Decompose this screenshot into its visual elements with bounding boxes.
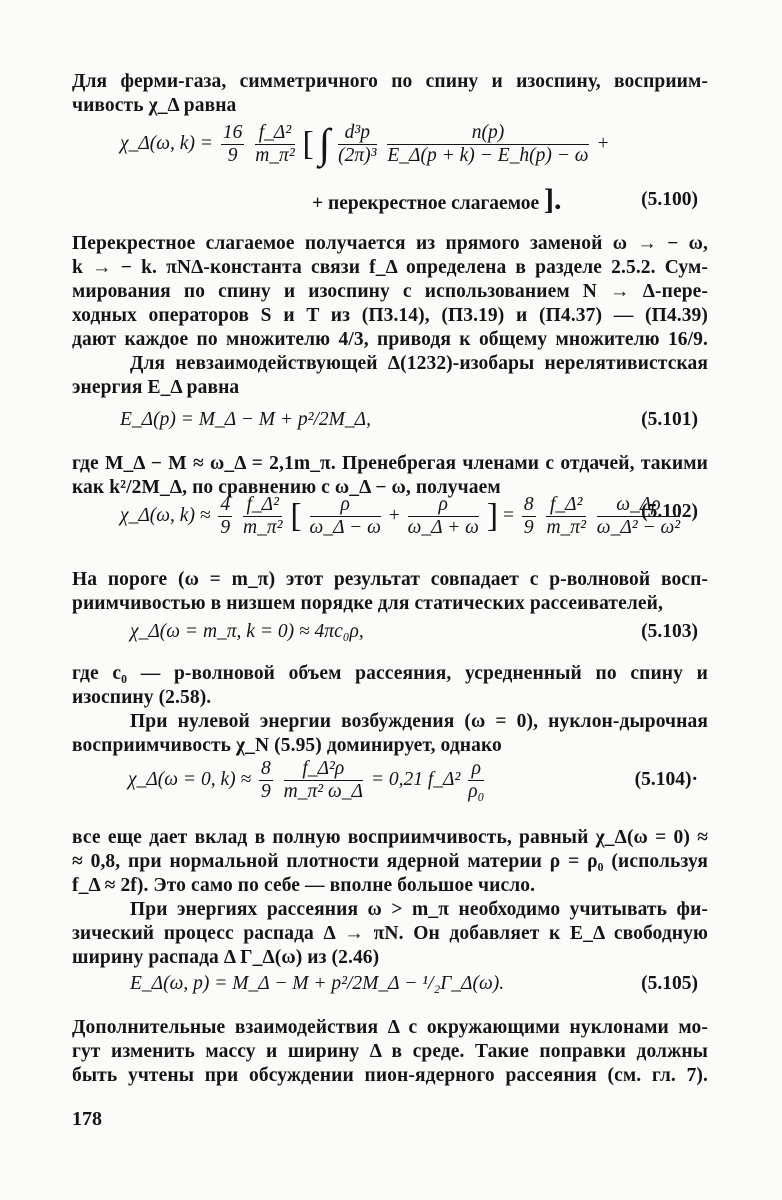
equation-number: (5.103) [641,621,698,642]
bracket-close: ]. [544,183,562,216]
text-line: мирования по спину и изоспину с использованием N → Δ-пере- [72,281,708,302]
equation-number: (5.102) [641,501,698,522]
fraction: $\frac{\text{f\_Δ²}}{\text{m\_π²}}$ [546,494,586,538]
text-line: гут изменить массу и ширину Δ в среде. Такие поправки должны [72,1041,708,1062]
text-line: риимчивостью в низшем порядке для статических рассеивателей, [72,593,663,614]
equation-5-100-cont [312,183,562,216]
text-line: Дополнительные взаимодействия Δ с окружающими нуклонами мо- [72,1017,708,1038]
fraction: $\frac{8}{9}$ [261,758,271,802]
fraction: $\frac{\text{d³p}}{\text{(2π)³}}$ [338,122,377,166]
page-number: 178 [72,1108,102,1130]
equation-5-102: χ_Δ(ω, k) ≈ $\frac{4}{9}$ $\frac{\text{f\_Δ²}}{\text{m\_π²}}$ [ $\frac{\rho}{\omega\_\Delta - \omega}$ + $\frac{\rho}{\omega\_\Delta + \omega}$ ] = $\frac{8}{9}$ $\frac{\text{f\_Δ²}}{\text{m\_π²}}$ $\frac{\omega\_\Delta\rho}{\text{ω\_Δ² − ω²}}$ [120,494,681,538]
fraction: $\frac{\text{f\_Δ²}}{\text{m\_π²}}$ [243,494,283,538]
fraction: $\frac{4}{9}$ [220,494,231,538]
text-line: Для невзаимодействующей Δ(1232)-изобары нерелятивистская [130,353,708,374]
bracket-close: ] [486,497,499,535]
eq-lhs: χ_Δ(ω = 0, k) ≈ [128,768,252,790]
fraction: $\frac{\text{f\_Δ²ρ}}{\text{m\_π² ω\_Δ}}$ [283,758,363,802]
text-line: как k²/2M_Δ, по сравнению с ω_Δ − ω, получаем [72,477,501,498]
text-line: f_Δ ≈ 2f). Это само по себе — вполне большое число. [72,875,536,896]
plus-sign: + [596,132,610,154]
bracket-open: [ [290,497,302,535]
eq-lhs: χ_Δ(ω, k) ≈ [120,504,211,526]
text-line: энергия E_Δ равна [72,377,240,398]
eq-mid: = 0,21 f_Δ² [370,768,461,790]
text-line: При энергиях рассеяния ω > m_π необходимо учитывать фи- [130,899,708,920]
text-line: дают каждое по множителю 4/3, приводя к общему множителю 16/9. [72,329,708,350]
text-line: k → − k. πNΔ-константа связи f_Δ определена в разделе 2.5.2. Сум- [72,257,708,278]
text-line: восприимчивость χ_N (5.95) доминирует, однако [72,735,502,756]
equation-5-103: χ_Δ(ω = m_π, k = 0) ≈ 4πc₀ρ, [130,621,364,642]
equation-5-104 [128,758,487,803]
fraction: $\frac{\omega\_\Delta\rho}{\text{ω\_Δ² − ω²}}$ [596,494,681,538]
integral-sign: ∫ [318,121,331,168]
cross-term: + перекрестное слагаемое [312,193,540,214]
fraction: $\frac{\text{f\_Δ²}}{\text{m\_π²}}$ [255,122,295,166]
text-line: ширину распада Δ Γ_Δ(ω) из (2.46) [72,947,380,968]
text-line: где M_Δ − M ≈ ω_Δ = 2,1m_π. Пренебрегая членами с отдачей, такими [72,453,708,474]
text-line: где c₀ — p-волновой объем рассеяния, усредненный по спину и [72,663,708,684]
equation-number: (5.105) [641,973,698,994]
equation-5-101: E_Δ(p) = M_Δ − M + p²/2M_Δ, [120,409,371,430]
bracket-open: [ [302,125,314,163]
text-line: Для ферми-газа, симметричного по спину и изоспину, восприим- [72,71,708,92]
text-line: ходных операторов S и T из (П3.14), (П3.19) и (П4.37) — (П4.39) [72,305,708,326]
equation-5-100 [120,122,610,167]
fraction: $\frac{\rho}{\omega\_\Delta - \omega}$ [309,494,381,538]
text-line: ≈ 0,8, при нормальной плотности ядерной материи ρ = ρ₀ (используя [72,851,708,872]
eq-lhs: χ_Δ(ω, k) = [120,132,213,154]
text-line: быть учтены при обсуждении пион-ядерного рассеяния (см. гл. 7). [72,1065,708,1086]
equation-number: (5.101) [641,409,698,430]
text-line: На пороге (ω = m_π) этот результат совпадает с p-волновой восп- [72,569,708,590]
text-line: изоспину (2.58). [72,687,212,708]
equation-5-105: E_Δ(ω, p) = M_Δ − M + p²/2M_Δ − ¹/₂Γ_Δ(ω). [130,973,505,994]
fraction: $\frac{8}{9}$ [523,494,534,538]
fraction: $\frac{16}{9}$ [222,122,243,166]
text-line: все еще дает вклад в полную восприимчивость, равный χ_Δ(ω = 0) ≈ [72,827,708,848]
fraction: $\frac{\rho}{\text{ρ₀}}$ [468,758,485,802]
equals-sign: = [502,504,514,526]
fraction: $\frac{\rho}{\omega\_\Delta + \omega}$ [407,494,479,538]
equation-number: (5.100) [641,189,698,210]
fraction: $\frac{n(p)}{E\_\Delta(p + k) - E\_h(p) - \omega}$ [387,122,589,166]
text-line: зический процесс распада Δ → πN. Он добавляет к E_Δ свободную [72,923,708,944]
text-line: При нулевой энергии возбуждения (ω = 0), нуклон-дырочная [130,711,708,732]
text-line: чивость χ_Δ равна [72,95,237,116]
text-line: Перекрестное слагаемое получается из прямого заменой ω → − ω, [72,233,708,254]
equation-number: (5.104) · [635,768,698,792]
